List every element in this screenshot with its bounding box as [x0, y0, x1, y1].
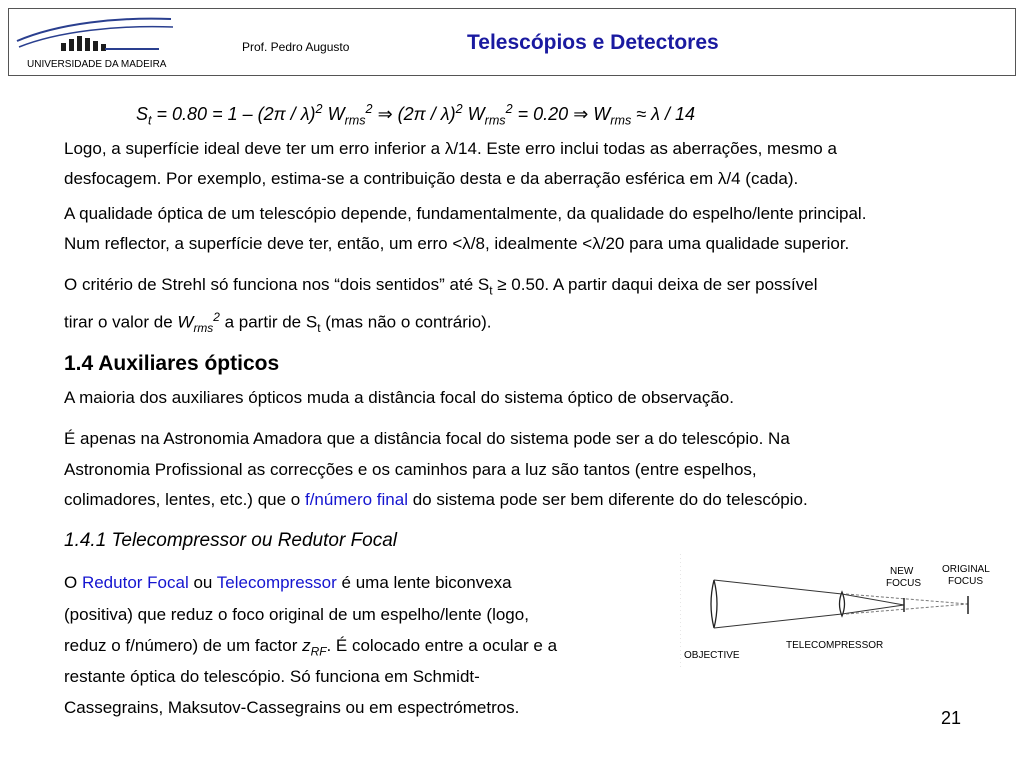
objective-lens	[711, 580, 717, 628]
new-focus-label: NEW	[890, 566, 914, 577]
paragraph-line: Logo, a superfície ideal deve ter um erro inferior a λ/14. Este erro inclui todas as aberrações, mesmo a	[64, 139, 837, 158]
slide-header	[8, 8, 1016, 76]
section-heading: 1.4 Auxiliares ópticos	[64, 352, 280, 375]
paragraph-line: desfocagem. Por exemplo, estima-se a contribuição desta e da aberração esférica em λ/4 (cada).	[64, 169, 799, 188]
new-focus-label: FOCUS	[886, 578, 921, 589]
redutor-focal-link[interactable]: Redutor Focal	[81, 573, 189, 592]
paragraph-line: (positiva) que reduz o foco original de um espelho/lente (logo,	[64, 605, 529, 624]
paragraph-line: O Redutor Focal ou Telecompressor é uma lente biconvexa	[64, 573, 512, 592]
paragraph-line: Num reflector, a superfície deve ter, então, um erro <λ/8, idealmente <λ/20 para uma qualidade superior.	[64, 234, 850, 253]
telecompressor-label: TELECOMPRESSOR	[786, 640, 884, 651]
original-focus-label: ORIGINAL	[942, 564, 990, 575]
telecompressor-diagram	[680, 552, 1010, 672]
subsection-heading: 1.4.1 Telecompressor ou Redutor Focal	[64, 530, 398, 551]
paragraph-line: É apenas na Astronomia Amadora que a distância focal do sistema pode ser a do telescópio. Na	[64, 429, 790, 448]
telecompressor-link[interactable]: Telecompressor	[216, 573, 337, 592]
original-focus-label: FOCUS	[948, 576, 983, 587]
paragraph-line: tirar o valor de $W_{rms}^2$ a partir de $S_t$ (mas não o contrário).	[64, 310, 492, 336]
paragraph-line: A qualidade óptica de um telescópio depende, fundamentalmente, da qualidade do espelho/lente principal.	[64, 204, 867, 223]
page-number: 21	[941, 708, 962, 728]
paragraph-line: Astronomia Profissional as correcções e os caminhos para a luz são tantos (entre espelhos,	[64, 460, 757, 479]
author-name: Prof. Pedro Augusto	[242, 40, 350, 54]
paragraph-line: O critério de Strehl só funciona nos “dois sentidos” até $S_t \ge 0.50$. A partir daqui deixa de ser possível	[64, 275, 818, 298]
telecompressor-lens	[840, 592, 845, 616]
paragraph-line: restante óptica do telescópio. Só funciona em Schmidt-	[64, 667, 480, 686]
paragraph-line: Cassegrains, Maksutov-Cassegrains ou em espectrómetros.	[64, 698, 520, 717]
university-name: UNIVERSIDADE DA MADEIRA	[27, 59, 167, 70]
paragraph-line: reduz o f/número) de um factor $z_{RF}$. É colocado entre a ocular e a	[64, 636, 558, 659]
f-number-link[interactable]: f/número final	[304, 490, 408, 509]
paragraph-line: colimadores, lentes, etc.) que o f/número final do sistema pode ser bem diferente do do telescópio.	[64, 490, 808, 509]
strehl-equation: $S_t = 0.80 = 1 - (2\pi / \lambda)^2$ $W_{rms}^2$ ⇒ (2π / λ)$^2$ $W_{rms}^2 = 0.20$ ⇒ $W_{rms} \approx \lambda / 14$	[136, 102, 696, 128]
objective-label: OBJECTIVE	[684, 650, 740, 661]
section-intro: A maioria dos auxiliares ópticos muda a distância focal do sistema óptico de observação.	[64, 388, 734, 407]
slide-title: Telescópios e Detectores	[467, 31, 719, 54]
